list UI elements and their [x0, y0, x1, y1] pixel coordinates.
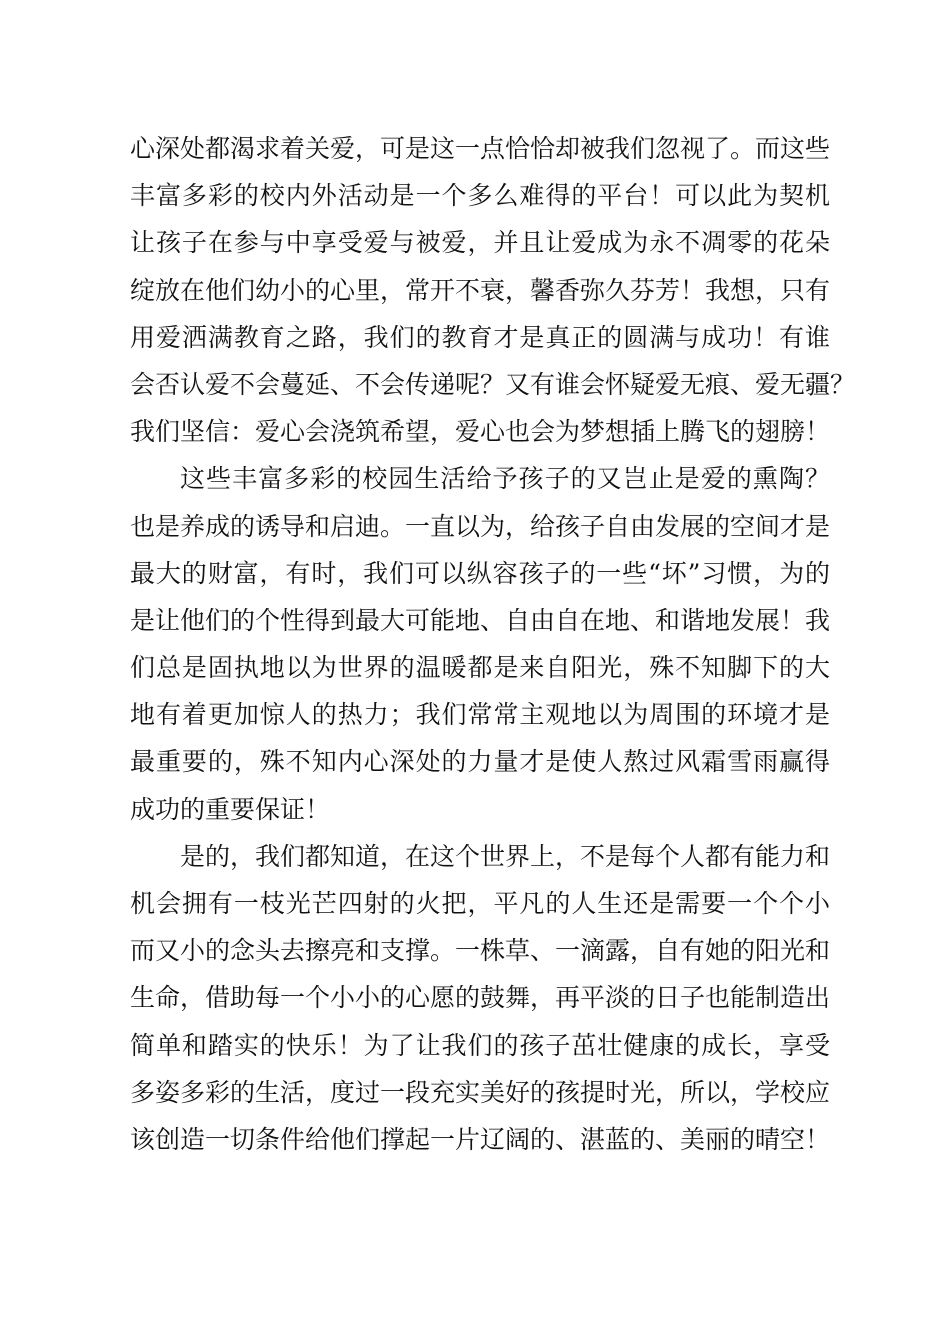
paragraph-1-line-1: 心深处都渴求着关爱，可是这一点恰恰却被我们忽视了。而这些: [130, 134, 831, 163]
paragraph-2-line-3: 最大的财富，有时，我们可以纵容孩子的一些“坏”习惯，为的: [130, 558, 830, 588]
paragraph-3-line-6: 多姿多彩的生活，度过一段充实美好的孩提时光，所以，学校应: [130, 1077, 831, 1107]
paragraph-3-line-7: 该创造一切条件给他们撑起一片辽阔的、湛蓝的、美丽的晴空！: [130, 1124, 831, 1154]
paragraph-1-line-4: 绽放在他们幼小的心里，常开不衰，馨香弥久芬芳！我想，只有: [130, 275, 831, 305]
paragraph-1-line-3: 让孩子在参与中享受爱与被爱，并且让爱成为永不凋零的花朵: [130, 228, 830, 258]
paragraph-2-line-5: 们总是固执地以为世界的温暖都是来自阳光，殊不知脚下的大: [130, 653, 830, 683]
paragraph-2-line-7: 最重要的，殊不知内心深处的力量才是使人熬过风霜雪雨赢得: [130, 747, 830, 777]
paragraph-2-line-1: 这些丰富多彩的校园生活给予孩子的又岂止是爱的熏陶？: [180, 464, 830, 494]
paragraph-3-line-1: 是的，我们都知道，在这个世界上，不是每个人都有能力和: [180, 841, 831, 871]
paragraph-3-line-3: 而又小的念头去擦亮和支撑。一株草、一滴露，自有她的阳光和: [130, 936, 831, 966]
paragraph-3-line-5: 简单和踏实的快乐！为了让我们的孩子茁壮健康的成长，享受: [130, 1030, 830, 1060]
paragraph-2-line-6: 地有着更加惊人的热力；我们常常主观地以为周围的环境才是: [130, 700, 830, 730]
paragraph-2-line-8: 成功的重要保证！: [130, 794, 331, 824]
paragraph-1-line-5: 用爱洒满教育之路，我们的教育才是真正的圆满与成功！有谁: [130, 322, 830, 352]
paragraph-1-line-2: 丰富多彩的校内外活动是一个多么难得的平台！可以此为契机: [130, 181, 830, 211]
paragraph-1-line-6: 会否认爱不会蔓延、不会传递呢？又有谁会怀疑爱无痕、爱无疆？: [130, 369, 856, 399]
paragraph-3-line-4: 生命，借助每一个小小的心愿的鼓舞，再平淡的日子也能制造出: [130, 983, 831, 1013]
body-text: [130, 125, 856, 1163]
paragraph-3-line-2: 机会拥有一枝光芒四射的火把，平凡的人生还是需要一个个小: [130, 889, 830, 918]
paragraph-2-line-4: 是让他们的个性得到最大可能地、自由自在地、和谐地发展！我: [130, 605, 831, 635]
paragraph-2-line-2: 也是养成的诱导和启迪。一直以为，给孩子自由发展的空间才是: [130, 511, 831, 541]
paragraph-1-line-7: 我们坚信：爱心会浇筑希望，爱心也会为梦想插上腾飞的翅膀！: [130, 417, 831, 447]
